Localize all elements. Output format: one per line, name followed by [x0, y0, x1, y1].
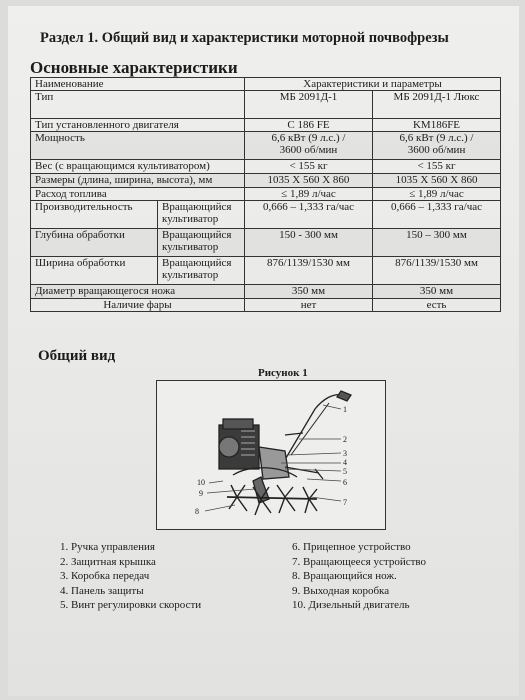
- table-header-row: [31, 78, 501, 91]
- legend-item: 10. Дизельный двигатель: [292, 599, 410, 611]
- row-subname-line-1: Вращающийся: [162, 229, 232, 241]
- row-value-1: 150 - 300 мм: [245, 229, 373, 257]
- table-row: [31, 132, 501, 160]
- handle-grip: [337, 391, 351, 401]
- row-value-1: ≤ 1,89 л/час: [245, 188, 373, 201]
- row-subname: [158, 229, 245, 257]
- row-value-2: 0,666 – 1,333 га/час: [373, 201, 501, 229]
- row-subname: [158, 257, 245, 285]
- callout-7: 7: [343, 498, 347, 507]
- row-value-2: есть: [373, 299, 501, 312]
- control-handle: [283, 395, 343, 463]
- row-subname-line-2: культиватор: [162, 269, 219, 281]
- row-value-2: [373, 132, 501, 160]
- row-value-1: МБ 2091Д-1: [245, 91, 373, 119]
- table-row: [31, 229, 501, 257]
- row-value-1: < 155 кг: [245, 160, 373, 174]
- row-value-1-line-2: 3600 об/мин: [279, 144, 338, 156]
- row-subname-line-2: культиватор: [162, 213, 219, 225]
- row-value-1: 0,666 – 1,333 га/час: [245, 201, 373, 229]
- table-row: [31, 285, 501, 299]
- row-name: Диаметр вращающегося ножа: [31, 285, 245, 299]
- callout-1: 1: [343, 405, 347, 414]
- row-value-2: МБ 2091Д-1 Люкс: [373, 91, 501, 119]
- legend-item: 2. Защитная крышка: [60, 555, 156, 568]
- row-value-1: 876/1139/1530 мм: [245, 257, 373, 285]
- row-name: Тип установленного двигателя: [31, 119, 245, 132]
- row-name: Производительность: [31, 201, 158, 229]
- handle-rod: [291, 403, 329, 455]
- tiller-drawing: [157, 381, 385, 529]
- callout-5: 5: [343, 467, 347, 476]
- row-value-2-line-1: 6,6 кВт (9 л.с.) /: [399, 132, 474, 144]
- row-name: Размеры (длина, ширина, высота), мм: [31, 174, 245, 188]
- row-value-2: 150 – 300 мм: [373, 229, 501, 257]
- rotating-blades: [227, 485, 317, 515]
- row-subname: [158, 201, 245, 229]
- legend-right: [292, 540, 426, 613]
- legend-item: 9. Выходная коробка: [292, 584, 390, 597]
- callout-3: 3: [343, 449, 347, 458]
- callout-10: 10: [197, 478, 205, 487]
- row-subname-line-1: Вращающийся: [162, 257, 232, 269]
- legend-item: 3. Коробка передач: [60, 570, 150, 582]
- table-row: [31, 174, 501, 188]
- table-row: [31, 299, 501, 312]
- row-name: Вес (с вращающимся культиватором): [31, 160, 245, 174]
- legend-left: [60, 540, 201, 613]
- tiller-figure: [156, 380, 386, 530]
- row-value-2: 350 мм: [373, 285, 501, 299]
- legend-item: 1. Ручка управления: [60, 541, 155, 553]
- table-row: [31, 91, 501, 119]
- row-value-1: С 186 FE: [245, 119, 373, 132]
- legend-item: 8. Вращающийся нож.: [292, 570, 397, 582]
- row-value-2: < 155 кг: [373, 160, 501, 174]
- callout-4: 4: [343, 458, 347, 467]
- row-name: Мощность: [31, 132, 245, 160]
- row-name: Расход топлива: [31, 188, 245, 201]
- subtitle-main-specs: Основные характеристики: [30, 58, 238, 77]
- callout-2: 2: [343, 435, 347, 444]
- header-params: Характеристики и параметры: [245, 78, 501, 91]
- legend-item: 7. Вращающееся устройство: [292, 555, 427, 568]
- row-value-1: 350 мм: [245, 285, 373, 299]
- table-row: [31, 201, 501, 229]
- table-row: [31, 119, 501, 132]
- row-name: Наличие фары: [31, 299, 245, 312]
- engine-flywheel: [219, 437, 239, 457]
- row-value-1-line-1: 6,6 кВт (9 л.с.) /: [271, 132, 346, 144]
- row-subname-line-1: Вращающийся: [162, 201, 232, 213]
- row-value-2: ≤ 1,89 л/час: [373, 188, 501, 201]
- legend-item: 5. Винт регулировки скорости: [60, 599, 202, 611]
- row-value-2: 876/1139/1530 мм: [373, 257, 501, 285]
- overview-title: Общий вид: [38, 348, 116, 364]
- row-name: Глубина обработки: [31, 229, 158, 257]
- table-row: [31, 257, 501, 285]
- row-name: Ширина обработки: [31, 257, 158, 285]
- row-value-1: [245, 132, 373, 160]
- header-name: Наименование: [31, 78, 245, 91]
- callout-9: 9: [199, 489, 203, 498]
- spec-table: [30, 77, 501, 312]
- row-value-2: 1035 X 560 X 860: [373, 174, 501, 188]
- row-value-2-line-2: 3600 об/мин: [407, 144, 466, 156]
- row-value-1: 1035 X 560 X 860: [245, 174, 373, 188]
- row-subname-line-2: культиватор: [162, 241, 219, 253]
- figure-caption: Рисунок 1: [258, 367, 308, 379]
- table-row: [31, 188, 501, 201]
- row-name: Тип: [31, 91, 245, 119]
- section-title: Раздел 1. Общий вид и характеристики моторной почвофрезы: [40, 30, 449, 46]
- callout-6: 6: [343, 478, 347, 487]
- row-value-2: KM186FE: [373, 119, 501, 132]
- legend-item: 6. Прицепное устройство: [292, 541, 411, 553]
- row-value-1: нет: [245, 299, 373, 312]
- engine-tank: [223, 419, 253, 429]
- table-row: [31, 160, 501, 174]
- legend-item: 4. Панель защиты: [60, 584, 144, 597]
- callout-8: 8: [195, 507, 199, 516]
